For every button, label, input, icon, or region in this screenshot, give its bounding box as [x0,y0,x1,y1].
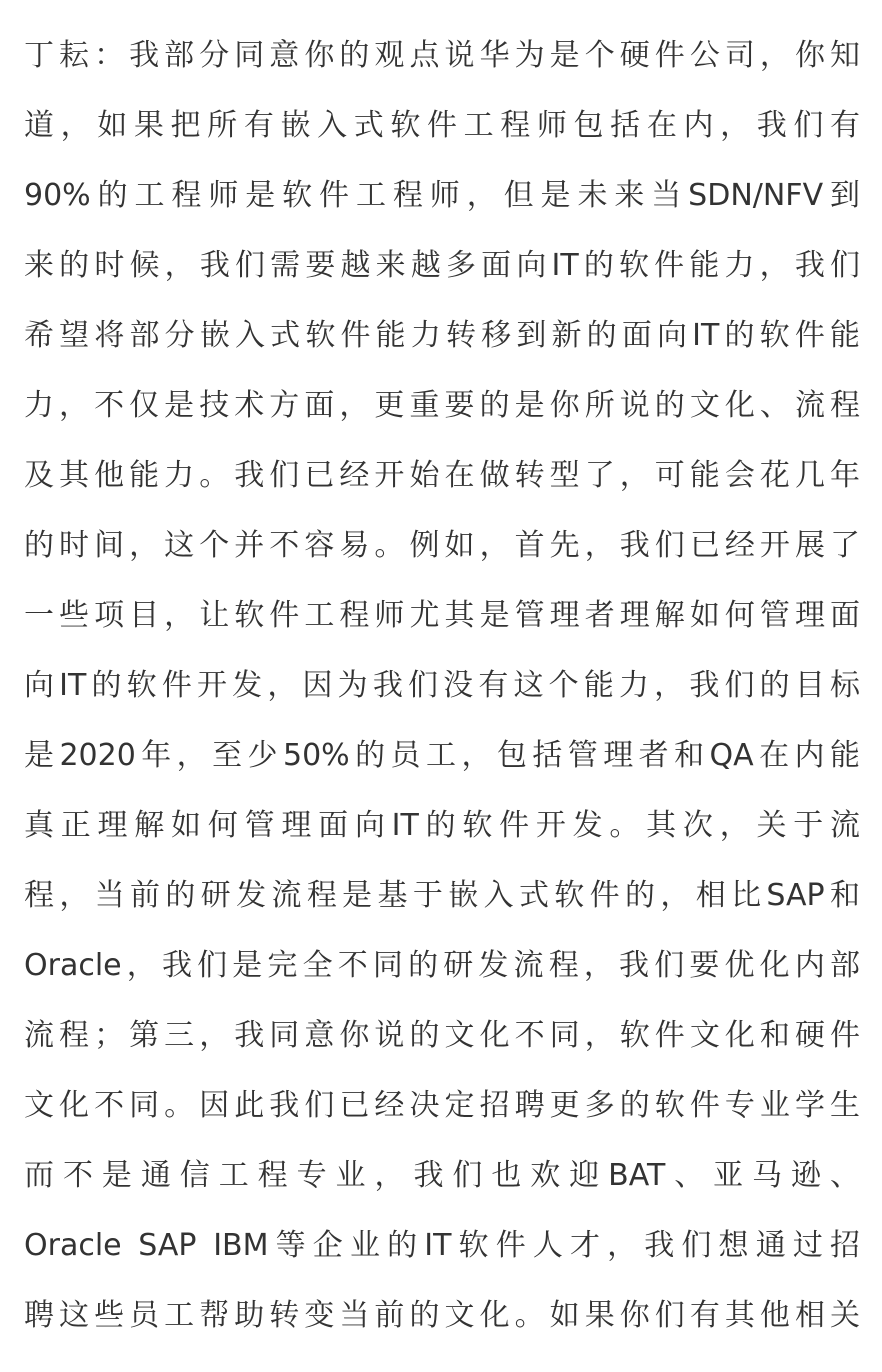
paragraph-line: 希望将部分嵌入式软件能力转移到新的面向IT的软件能 [24,318,860,353]
paragraph-line: 真正理解如何管理面向IT的软件开发。其次，关于流 [24,808,860,843]
article-body [0,21,882,1372]
paragraph-line: Oracle SAP IBM等企业的IT软件人才，我们想通过招 [24,1228,860,1263]
paragraph-line: 及其他能力。我们已经开始在做转型了，可能会花几年 [24,458,860,493]
paragraph-line: 丁耘：我部分同意你的观点说华为是个硬件公司，你知 [24,38,860,73]
paragraph-line: 流程；第三，我同意你说的文化不同，软件文化和硬件 [24,1018,860,1053]
paragraph-line: 来的时候，我们需要越来越多面向IT的软件能力，我们 [24,248,860,283]
paragraph-line: 力，不仅是技术方面，更重要的是你所说的文化、流程 [24,388,860,423]
paragraph-line: 程，当前的研发流程是基于嵌入式软件的，相比SAP和 [24,878,860,913]
paragraph-line: 道，如果把所有嵌入式软件工程师包括在内，我们有 [24,108,860,143]
paragraph-line: 90%的工程师是软件工程师，但是未来当SDN/NFV到 [24,178,860,213]
paragraph-line: 的时间，这个并不容易。例如，首先，我们已经开展了 [24,528,860,563]
paragraph-line: 而不是通信工程专业，我们也欢迎BAT、亚马逊、 [24,1158,860,1193]
paragraph-line: 一些项目，让软件工程师尤其是管理者理解如何管理面 [24,598,860,633]
paragraph-line: 聘这些员工帮助转变当前的文化。如果你们有其他相关 [24,1298,860,1333]
paragraph-line: 文化不同。因此我们已经决定招聘更多的软件专业学生 [24,1088,860,1123]
paragraph-line: 向IT的软件开发，因为我们没有这个能力，我们的目标 [24,668,860,703]
paragraph-line: Oracle，我们是完全不同的研发流程，我们要优化内部 [24,948,860,983]
paragraph-line: 是2020年，至少50%的员工，包括管理者和QA在内能 [24,738,860,773]
